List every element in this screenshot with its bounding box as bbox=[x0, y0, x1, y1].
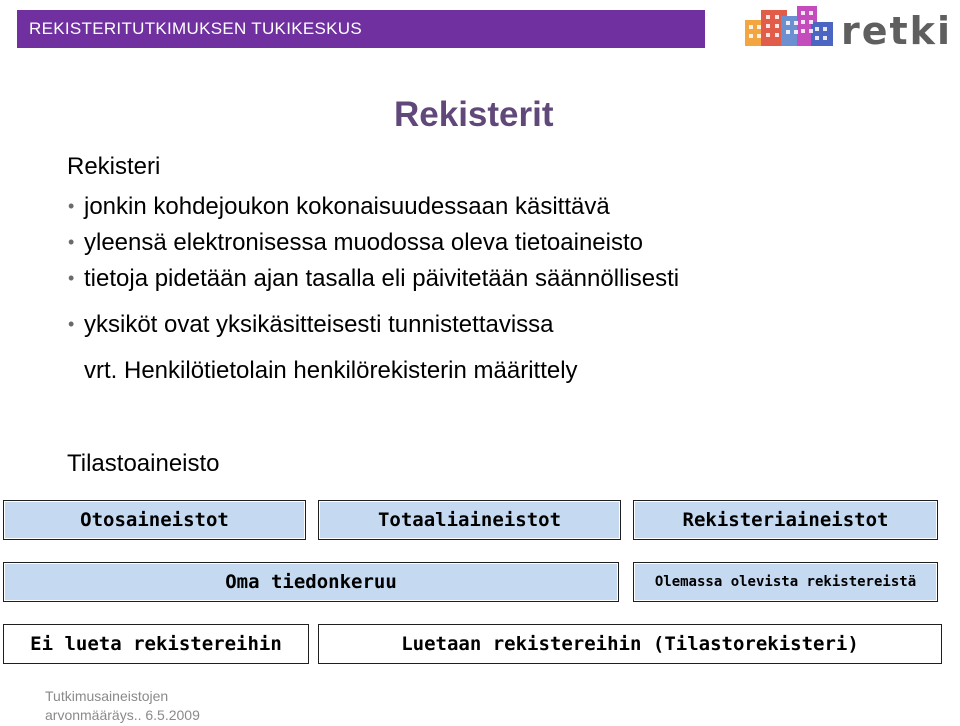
bullet-item: • yksiköt ovat yksikäsitteisesti tunnistettavissa bbox=[68, 311, 554, 338]
bullet-icon: • bbox=[68, 268, 75, 288]
footer-line-1: Tutkimusaineistojen bbox=[45, 688, 169, 704]
box-luetaan: Luetaan rekistereihin (Tilastorekisteri) bbox=[318, 624, 942, 664]
building-icon bbox=[735, 2, 955, 54]
note-text: vrt. Henkilötietolain henkilörekisterin määrittely bbox=[84, 357, 578, 384]
box-totaaliaineistot: Totaaliaineistot bbox=[318, 500, 621, 540]
bullet-item: • tietoja pidetään ajan tasalla eli päivitetään säännöllisesti bbox=[68, 265, 680, 292]
section-heading-tilastoaineisto: Tilastoaineisto bbox=[67, 450, 220, 477]
box-oma-tiedonkeruu: Oma tiedonkeruu bbox=[3, 562, 619, 602]
organization-name: REKISTERITUTKIMUKSEN TUKIKESKUS bbox=[29, 19, 362, 38]
bullet-item: • yleensä elektronisessa muodossa oleva tietoaineisto bbox=[68, 229, 643, 256]
footer-line-2: arvonmääräys.. 6.5.2009 bbox=[45, 707, 200, 723]
box-rekisteriaineistot: Rekisteriaineistot bbox=[633, 500, 938, 540]
retki-logo bbox=[735, 2, 955, 54]
bullet-icon: • bbox=[68, 196, 75, 216]
bullet-icon: • bbox=[68, 314, 75, 334]
box-olemassa-olevista: Olemassa olevista rekistereistä bbox=[633, 562, 938, 602]
section-heading-rekisteri: Rekisteri bbox=[67, 153, 161, 180]
box-ei-lueta: Ei lueta rekistereihin bbox=[3, 624, 309, 664]
slide-title: Rekisterit bbox=[394, 95, 554, 134]
header-bar bbox=[17, 10, 705, 48]
bullet-icon: • bbox=[68, 232, 75, 252]
box-otosaineistot: Otosaineistot bbox=[3, 500, 306, 540]
bullet-item: • jonkin kohdejoukon kokonaisuudessaan käsittävä bbox=[68, 193, 610, 220]
svg-text:retki: retki bbox=[841, 9, 952, 53]
